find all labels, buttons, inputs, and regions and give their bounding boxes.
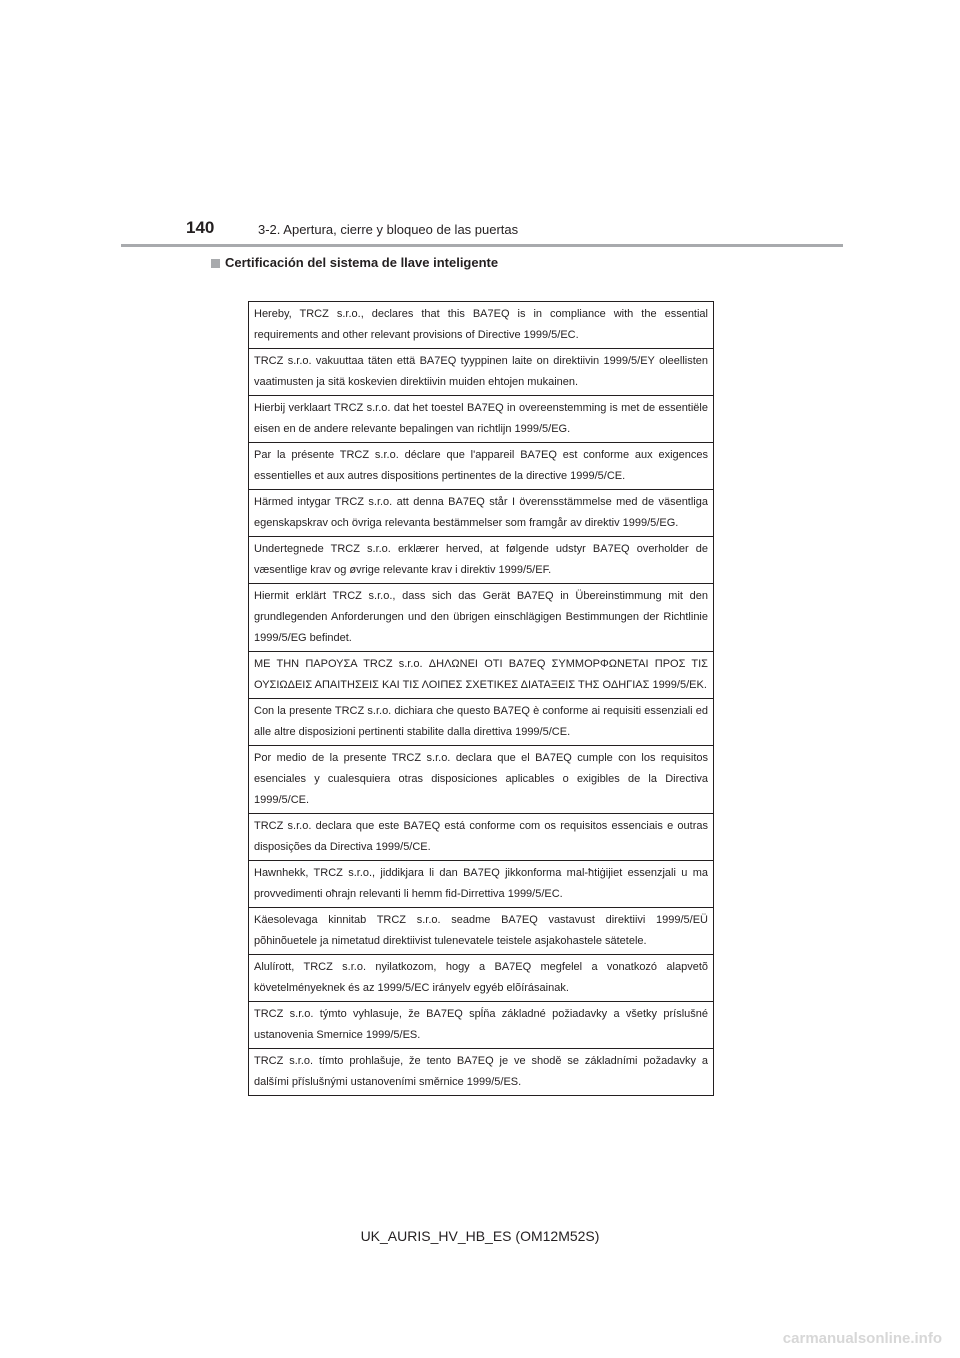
section-title: 3-2. Apertura, cierre y bloqueo de las puertas — [258, 222, 519, 237]
table-row — [249, 814, 714, 861]
table-row — [249, 1002, 714, 1049]
page-number: 140 — [186, 218, 215, 237]
square-bullet-icon — [211, 259, 220, 268]
watermark: carmanualsonline.info — [782, 1330, 942, 1347]
table-row — [249, 349, 714, 396]
declaration-sv: Härmed intygar TRCZ s.r.o. att denna BA7EQ står I överensstämmelse med de väsentliga egenskapskrav och övriga relevanta bestämmelser som framgår av direktiv 1999/5/EG. — [249, 490, 714, 537]
table-row — [249, 955, 714, 1002]
table-row — [249, 908, 714, 955]
declaration-nl: Hierbij verklaart TRCZ s.r.o. dat het toestel BA7EQ in overeenstemming is met de essentiële eisen en de andere relevante bepalingen van richtlijn 1999/5/EG. — [249, 396, 714, 443]
table-row — [249, 1049, 714, 1096]
table-row — [249, 652, 714, 699]
table-row — [249, 861, 714, 908]
declaration-es: Por medio de la presente TRCZ s.r.o. declara que el BA7EQ cumple con los requisitos esenciales y cualesquiera otras disposiciones aplicables o exigibles de la Directiva 1999/5/CE. — [249, 746, 714, 814]
declaration-pt: TRCZ s.r.o. declara que este BA7EQ está conforme com os requisitos essenciais e outras disposições da Directiva 1999/5/CE. — [249, 814, 714, 861]
table-row — [249, 699, 714, 746]
header-rule — [121, 244, 843, 247]
declaration-et: Käesolevaga kinnitab TRCZ s.r.o. seadme BA7EQ vastavust direktiivi 1999/5/EÜ põhinõuetele ja nimetatud direktiivist tulenevatele teistele asjakohastele sätetele. — [249, 908, 714, 955]
table-row — [249, 443, 714, 490]
table-row — [249, 302, 714, 349]
declaration-el: ΜΕ ΤΗΝ ΠΑΡΟΥΣΑ TRCZ s.r.o. ΔΗΛΩΝΕΙ ΟΤΙ BA7EQ ΣΥΜΜΟΡΦΩΝΕΤΑΙ ΠΡΟΣ ΤΙΣ ΟΥΣΙΩΔΕΙΣ ΑΠΑΙΤΗΣΕΙΣ ΚΑΙ ΤΙΣ ΛΟΙΠΕΣ ΣΧΕΤΙΚΕΣ ΔΙΑΤΑΞΕΙΣ ΤΗΣ ΟΔΗΓΙΑΣ 1999/5/ΕΚ. — [249, 652, 714, 699]
declaration-sk: TRCZ s.r.o. týmto vyhlasuje, že BA7EQ spĺňa základné požiadavky a všetky príslušné ustanovenia Smernice 1999/5/ES. — [249, 1002, 714, 1049]
declaration-it: Con la presente TRCZ s.r.o. dichiara che questo BA7EQ è conforme ai requisiti essenziali ed alle altre disposizioni pertinenti stabilite dalla direttiva 1999/5/CE. — [249, 699, 714, 746]
declaration-en: Hereby, TRCZ s.r.o., declares that this BA7EQ is in compliance with the essential requirements and other relevant provisions of Directive 1999/5/EC. — [249, 302, 714, 349]
declaration-cs: TRCZ s.r.o. tímto prohlašuje, že tento BA7EQ je ve shodě se základními požadavky a dalšími příslušnými ustanoveními směrnice 1999/5/ES. — [249, 1049, 714, 1096]
declaration-hu: Alulírott, TRCZ s.r.o. nyilatkozom, hogy a BA7EQ megfelel a vonatkozó alapvetõ követelményeknek és az 1999/5/EC irányelv egyéb elõírásainak. — [249, 955, 714, 1002]
footer-code: UK_AURIS_HV_HB_ES (OM12M52S) — [360, 1228, 600, 1244]
declaration-de: Hiermit erklärt TRCZ s.r.o., dass sich das Gerät BA7EQ in Übereinstimmung mit den grundlegenden Anforderungen und den übrigen einschlägigen Bestimmungen der Richtlinie 1999/5/EG befindet. — [249, 584, 714, 652]
declaration-mt: Hawnhekk, TRCZ s.r.o., jiddikjara li dan BA7EQ jikkonforma mal-ħtiġijiet essenzjali u ma provvedimenti oħrajn relevanti li hemm fid-Dirrettiva 1999/5/EC. — [249, 861, 714, 908]
declarations-table — [248, 301, 714, 1096]
table-row — [249, 490, 714, 537]
table-row — [249, 584, 714, 652]
table-row — [249, 396, 714, 443]
subheading — [211, 255, 498, 271]
declaration-fr: Par la présente TRCZ s.r.o. déclare que l'appareil BA7EQ est conforme aux exigences essentielles et aux autres dispositions pertinentes de la directive 1999/5/CE. — [249, 443, 714, 490]
declaration-da: Undertegnede TRCZ s.r.o. erklærer herved, at følgende udstyr BA7EQ overholder de væsentlige krav og øvrige relevante krav i direktiv 1999/5/EF. — [249, 537, 714, 584]
table-row — [249, 537, 714, 584]
table-row — [249, 746, 714, 814]
declaration-fi: TRCZ s.r.o. vakuuttaa täten että BA7EQ tyyppinen laite on direktiivin 1999/5/EY oleellisten vaatimusten ja sitä koskevien direktiivin muiden ehtojen mukainen. — [249, 349, 714, 396]
subheading-text: Certificación del sistema de llave inteligente — [225, 255, 499, 270]
